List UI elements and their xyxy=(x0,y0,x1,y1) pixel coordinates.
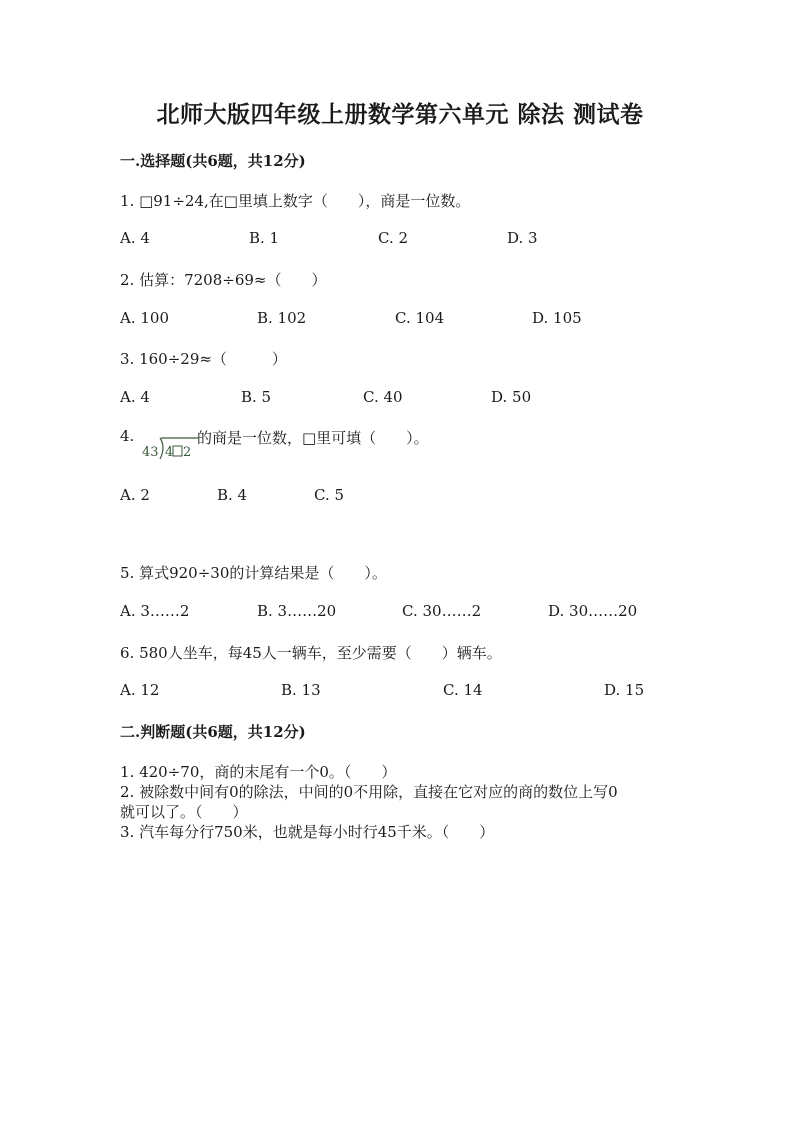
judge-item-3: 3. 汽车每分行750米，也就是每小时行45千米。（ ） xyxy=(120,823,495,841)
question-4: 的商是一位数，□里可填（ ）。 xyxy=(197,429,429,447)
q4-option-b: B. 4 xyxy=(217,486,248,504)
q6-option-b: B. 13 xyxy=(281,681,321,699)
q6-option-a: A. 12 xyxy=(120,681,160,699)
question-2: 2. 估算：7208÷69≈（ ） xyxy=(120,271,327,289)
q5-option-c: C. 30……2 xyxy=(402,602,482,620)
q2-option-b: B. 102 xyxy=(257,309,307,327)
judge-item-1: 1. 420÷70，商的末尾有一个0。（ ） xyxy=(120,763,397,781)
q5-option-b: B. 3……20 xyxy=(257,602,337,620)
q2-option-d: D. 105 xyxy=(532,309,582,327)
q1-option-b: B. 1 xyxy=(249,229,280,247)
division-bracket xyxy=(160,438,163,459)
divisor-text: 43 xyxy=(142,445,159,460)
judge-item-2: 2. 被除数中间有0的除法，中间的0不用除，直接在它对应的商的数位上写0 xyxy=(120,783,618,801)
long-division-figure xyxy=(140,428,200,462)
question-5: 5. 算式920÷30的计算结果是（ ）。 xyxy=(120,564,387,582)
question-4-number: 4. xyxy=(120,427,135,445)
dividend-digit-right: 2 xyxy=(183,445,192,460)
q1-option-c: C. 2 xyxy=(378,229,409,247)
q1-option-d: D. 3 xyxy=(507,229,538,247)
q2-option-a: A. 100 xyxy=(120,309,169,327)
q3-option-b: B. 5 xyxy=(241,388,272,406)
q3-option-d: D. 50 xyxy=(491,388,532,406)
blank-box-icon xyxy=(173,446,182,456)
judge-item-2-continued: 就可以了。（ ） xyxy=(120,803,248,821)
dividend-digit-left: 4 xyxy=(165,445,174,460)
q6-option-d: D. 15 xyxy=(604,681,645,699)
q5-option-a: A. 3……2 xyxy=(120,602,190,620)
question-1: 1. □91÷24,在□里填上数字（ ），商是一位数。 xyxy=(120,192,471,210)
section-judge-heading: 二.判断题(共6题，共12分) xyxy=(120,723,306,741)
q6-option-c: C. 14 xyxy=(443,681,483,699)
q3-option-a: A. 4 xyxy=(120,388,150,406)
q4-option-c: C. 5 xyxy=(314,486,345,504)
exam-title: 北师大版四年级上册数学第六单元 除法 测试卷 xyxy=(156,101,644,128)
q2-option-c: C. 104 xyxy=(395,309,445,327)
question-3: 3. 160÷29≈（ ） xyxy=(120,350,287,368)
question-6: 6. 580人坐车，每45人一辆车，至少需要（ ）辆车。 xyxy=(120,644,502,662)
q3-option-c: C. 40 xyxy=(363,388,403,406)
q4-option-a: A. 2 xyxy=(120,486,150,504)
q5-option-d: D. 30……20 xyxy=(548,602,638,620)
q1-option-a: A. 4 xyxy=(120,229,150,247)
section-choice-heading: 一.选择题(共6题，共12分) xyxy=(120,152,306,170)
